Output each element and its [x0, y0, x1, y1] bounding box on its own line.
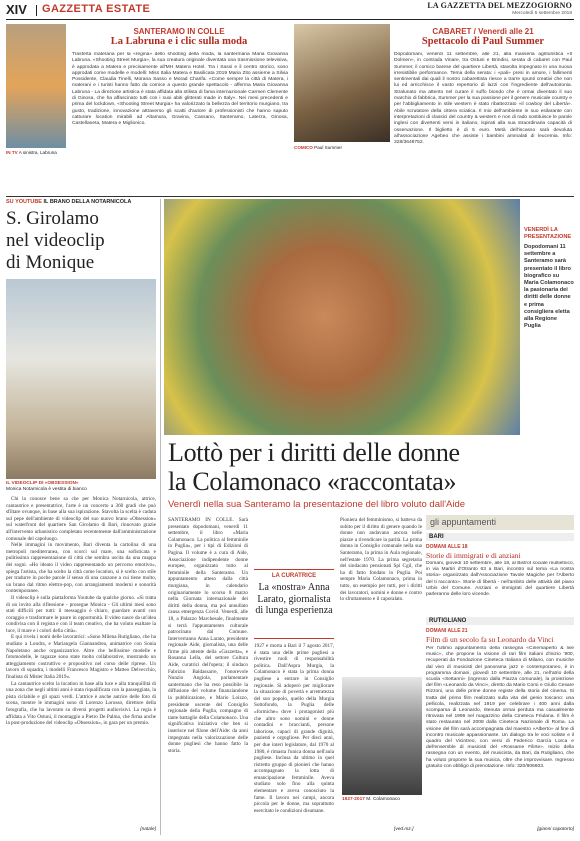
article-summer — [294, 24, 574, 194]
article-colamonaco — [164, 199, 574, 835]
colamonaco-col1: SANTERAMO IN COLLE. Sarà presentato dopodomani, venerdì 11 settembre, il libro «Maria Colamonaco. La politica al femminile in Puglia», per i tipi di Edizioni di Pagina. Il volume è a cura di Aide, Associazione indipendente donne europee, organizzato tutto al femminile della Santeramo. Un appuntamento atteso dalla città murgiana, in calendario originariamente lo scorso 8 marzo nella Giornata internazionale dei diritti della donna, ma poi annullato causa emergenza Covid. Venerdì, alle 18, a Palazzo Marchesale, finalmente si terrà l'appuntamento culturale patrocinato dal Comune. Interverranno Anna Larato, presidente regionale Aide, giornalista, una delle firme più attente della «Gazzetta», e Rosanna Lella, del settore Cultura Aide, curatrici dell'opera; il sindaco Fabrizio Baldassarre, l'onorevole Nunzio Angiola, parlamentare santermano che ha reso possibile la diffusione del volume finanziandone la pubblicazione, e Mario Loizzo, presidente uscente del Consiglio regionale della Puglia, compagno di tante battaglie della Colamonaco. Una significativa iniziativa che ben si inserisce nel filone dell'Aide: da anni impegnata nella valorizzazione delle donne pugliesi che hanno fatto la storia. — [168, 517, 248, 754]
colamonaco-signature: [ved.mz.] — [394, 827, 414, 832]
appointments-signature: [gianni capotorto] — [537, 827, 574, 832]
body-bari: Domani, giovedì 10 settembre, alle 18, al Bistrot sociale multietnico, in via Martiri d'Otranto 63 a Bari, incontro sul tema «La nostra storia» organizzato dall'Associazione Tavole Magiche per l'Alberto del ti racconto». Storie di libertà - nell'ambito delle attività del piano Urbis del Comune. Anziani e immigrati del quartiere Libertà parleranno delle loro vicende. — [426, 561, 574, 598]
appointments-box — [426, 515, 574, 835]
colamonaco-col3-top: Pioniera del femminismo, si batteva da subito per il diritto di genere quando le donne non andavano ancora nelle piazze a rivendicare la parità. La prima donna in Consiglio comunale nella sua Santeramo, la prima in Aula regionale, nell'estate 1970. La prima segretaria del sindacato pensionati Spi Cgil, che ha di fatto fondato in Puglia. Poi sempre Maria Colamonaco, prima in tutto, un esempio per tutti, per i diritti dei lavoratori, uomini e donne e contro lo sfruttamento e il caporalato. — [340, 517, 422, 603]
article-notarnicola — [6, 199, 156, 835]
section-title: GAZZETTA ESTATE — [42, 3, 151, 15]
summer-photo — [294, 24, 390, 142]
colamonaco-subtitle: Venerdì nella sua Santeramo la presentazione del libro voluto dall'Aide — [168, 499, 466, 510]
issue-date: Mercoledì 5 settembre 2018 — [512, 11, 572, 16]
colamonaco-portrait-wrap — [340, 669, 422, 809]
hands-photo — [164, 199, 520, 435]
presentation-sidebar: VENERDÌ LA PRESENTAZIONE Dopodomani 11 settembre a Santeramo sarà presentato il libro biografico su Maria Colamonaco la pasionaria dei diritti delle donne e prima consigliera eletta alla Regione Puglia — [524, 227, 574, 330]
page-header — [0, 0, 580, 20]
city-rutigliano: RUTIGLIANO — [426, 617, 574, 625]
notarnicola-caption: IL VIDEOCLIP DI «OBSESSION» Monica Notarnicola è vestita di bianco — [6, 481, 87, 492]
notarnicola-photo — [6, 279, 156, 479]
notarnicola-body: Chi la conosce bene sa che per Monica Notarnicola, attrice, cantautrice e presentatrice, l'arte è un concerto a 360 gradi che può sfiltare ovunque, in base alla sua ispirazione. Stavolta la scelta è caduta sul pepe dell'ambiente di videoclip del suo nuovo brano «Obsession» sul waterfront del quartiere San Girolamo di Bari, rinnovato grazie all'intervento urbanistico completato recentemente dall'amministrazione comunale del capoluogo. Nelle immagini in movimento, Bari diventa la cartolina di una metropoli mediterranea, con scorci sul mare, una sofisticata e pulitissima rappresentazione di città che sembra uscita da una mappa dei sogni. «Ho ideato il video rappresentando un percorso emotivo», spiega l'artista, che ha scelto la città come location, si è scelto con stile per tradurre in poche parole il senso di una canzone a cui tiene molto, un brano dal ritmo elettro-pop, con arrangiamenti moderni e sonorità contemporanee. Il videoclip è sulla piattaforma Youtube da qualche giorno. «Si tratta di un invito alla riflessione - prosegue Monica - Gli ultimi mesi sono stati difficili per tutti: il messaggio è chiaro, guardare avanti con coraggio e trasformare le paure in opportunità. Il video nasce da un'idea condivisa con il regista e con il team creativo, che ha voluto esaltare la luce, il mare e i colori della città». E qui rivela i nomi delle lavoratrici: «Sono Milena Rutigliano, che ha studiato a Londra, e Mariangela Giannandrea, animatrice con Sonia Napoletano anche organizzatrice. Altre che bellissime modelle e fotomodelle, le ragazze sono state molto collaborative, mostrando un atteggiamento costruttivo e propositivo nel corso delle riprese. Un lavoro di squadra, i modelli Francesco Magistro e Matteo Delvecchio, finalista di Mister Italia 2019». La cantautrice scelto la location in base alla luce e alla tranquillità di una zona che negli ultimi anni è stata riqualificata con la passeggiata, la pista ciclabile e gli spazi verdi. L'attrice è anche autrice delle foto di scena, mentre le immagini sono di Lorenzo Lorusso, direttore della fotografia, che ha lavorato su diversi progetti audiovisivi. La regia è affidata a Vito Ostuni, il montaggio a Pietro De Palma, che firma anche la post-produzione del videoclip «Obsession», in gara per un premio. — [6, 496, 156, 727]
notarnicola-title: S. Girolamo nel videoclip di Monique — [6, 208, 105, 273]
labruna-body: Trasferta materana per la «regina» dello shooting della moda, la santermana Maria Giovanna Labruna. «Shooting Street Murgia», la sua creatura originale diventata una trasmissione televisiva, è approdata a Matera e precisamente all'MH Matera Hotel. Tra i Sassi e il centro storico, sono approdati come modelle e modelli: Miss Italia Matera e Basilicata 2019 Maria Zito assieme a Silvia Possidente, Claudia Tinelli, Morana Sasso e Morad Charifa. «Come sempre la città di Matera, i materani e i turisti hanno fatto da cornice a questo grande spettacolo - afferma Maria Giovanna Labruna - La direzione artistica è stata affidata alla stilista di fama internazionale Carmen Clemente di Ginosa, che ha affascinato tutti con i suoi abiti glitterati made in Italy». Nei mesi precedenti e prima del lockdown, «Shooting Street Murgia» ha valorizzato la bellezza del territorio murgiano, tra gusto, tradizione, innovazione attraverso gli scatti d'autore di professionisti che hanno saputo catturare location mirabili ad Altamura, Gravina, Cassano, Santeramo, Laterza, Ginosa, Castellaneta, Matera e Miglionico. — [72, 52, 288, 127]
title-rutigliano: Film di un secolo fa su Leonardo da Vinci — [426, 635, 554, 644]
city-bari: BARI — [426, 533, 574, 541]
labruna-caption: IN TV A sinistra, Labruna — [6, 150, 57, 155]
article-labruna — [6, 24, 289, 194]
pull-quote: LA CURATRICE La «nostra» Anna Larato, giornalista di lunga esperienza — [254, 569, 334, 639]
notarnicola-signature: [natale] — [137, 827, 156, 832]
labruna-title: La Labruna e i clic sulla moda — [110, 36, 248, 47]
labruna-photo — [6, 24, 66, 148]
colamonaco-col2: 1927 e morta a Bari il 7 agosto 2017, è stata una delle prime pugliesi a rivestire ruoli di responsabilità politica. Dall'Aspra Murgia, la Colamonaco è stata la prima donna pugliese a entrare in Consiglio regionale. Si adoperò per migliorare la situazione di povertà e arretratezza del suo popolo, quello della Murgia Sottofondo, la Puglia delle «formiche» dove i protagonisti più che altro sono uomini e donne contadini e braccianti, persone laboriose, capaci di grande dignità, pazienti e orgogliose. Per dieci anni, per due interi legislature, dal 1970 al 1980, è rimasta l'unica donna nell'aula pugliese. Inclusa da ultimo in quel ristretto gruppo di pionieri che hanno accompagnato la lotta di emancipazione femminile. Aveva studiato solo fino alla quinta elementare e aveva conosciuto la fame. Il lavoro nei campi, ancora piccola per le donne, ma soprattutto esercitato le condizioni disumane. — [254, 643, 334, 814]
tag-rutigliano: DOMANI ALLE 21 — [426, 628, 468, 634]
masthead: LA GAZZETTA DEL MEZZOGIORNO — [427, 1, 572, 10]
summer-body: Dopodomani, venerdì 11 settembre, alle 21, alla masseria agrituristica «Il Dolmen», in contrada Vinare, tra Ostuni e Brindisi, serata di cabaret con Paul Summer, il comico barese del quartiere Libertà, stavolta impegnato in una nuova irresistibile performance. Tema della serata: i «pali» presi in amore, i fallimenti sentimentali dai quali il nostro cabarettista riesce a trarre spunti creativi che non lui ed arricchisce il vasto repertorio di lazzi con l'ingrediente dell'autoironia. Stralunato ma attento nel curare il suffo biondo che è ormai diventato il suo marchio di fabbrica, Summer per la sua passione per il genere musicale country e per l'abbigliamento in stile western è stato ribattezzato «il cowboy del Libertà». Abile scrutatore della cittera sciatica. Il mio dell'ambiente in suo esilarante con interpretazioni di classici del country & western e non di rado sostituisce le parole inglesi con divertenti versi in italiano, ispirati alla sua straordinaria capacità di osservazione. Il biglietto è di 5 euro. Metà dell'incasso sarà devoluta all'associazione Agebeo che assiste i bambini ammalati di leucemia. Info: 328/3649752. — [394, 52, 572, 146]
summer-title: Spettacolo di Paul Summer — [421, 36, 545, 47]
summer-caption: COMICO Paul Summer — [294, 145, 342, 150]
appointments-header: gli appuntamenti — [426, 515, 574, 530]
colamonaco-portrait — [342, 677, 422, 795]
title-bari: Storie di immigrati e di anziani — [426, 551, 521, 560]
summer-kicker: CABARET / Venerdì alle 21 — [432, 27, 534, 36]
notarnicola-kicker: SU YOUTUBE IL BRANO DELLA NOTARNICOLA — [6, 199, 132, 205]
tag-bari: DOMANI ALLE 18 — [426, 544, 468, 550]
body-rutigliano: Per l'ultimo appuntamento della rassegna «Cinemaperto & live music», che propone la visione di rari film italiani d'inizio '900, recuperati da Fondazione Cineteca Italiana di Milano, con musiche dal vivo di musicisti del panorama jazz e contemporaneo, è in programma domani, giovedì 10 settembre, alle 21, nell'atrio della scuola «Settanni» (ingresso dalla Piazza comunale), la proiezione del film «Leonardo da Vinci», diretto da Mario Corsi e Giulio Cesare Rizzoni, una delle prime donne registe della storia del cinema. Si tratta del primo film realizzato sulla vita del genio toscano: una pellicola, realizzata nel 1919 per celebrare i 400 anni dalla scomparsa di Leonardo, ritenuta ormai perduta ma casualmente ritrovata nel 1996 nel magazzino della Cineteca Friulana. Il film è stato restaurato nel 2008 dalla Cineteca Nazionale di Roma. La visione del film sarà accompagnata dal maestro «Alberto» al fine di incontro musicale appassionante. Un dialogo tra le voci soliste e il quadro del Vicintreo, con versi di Federico García Lorca e dell'ensemble di musicisti del «Rossame Filirte». Inizio della rassegna con un evento, del musicista, da Bari, da Rutigliano, che ha voluto proporre la sua musica, oltre che improvvisare. Ingresso gratuito con obbligo di prenotazione. Info: 320/906603. — [426, 646, 574, 769]
labruna-kicker: SANTERAMO IN COLLE — [133, 27, 225, 36]
colamonaco-title: Lottò per i diritti delle donne la Colamonaco «raccontata» — [168, 438, 460, 496]
portrait-caption: 1927-2017 M. Colamonaco — [342, 797, 400, 802]
page-number: XIV — [6, 2, 27, 17]
